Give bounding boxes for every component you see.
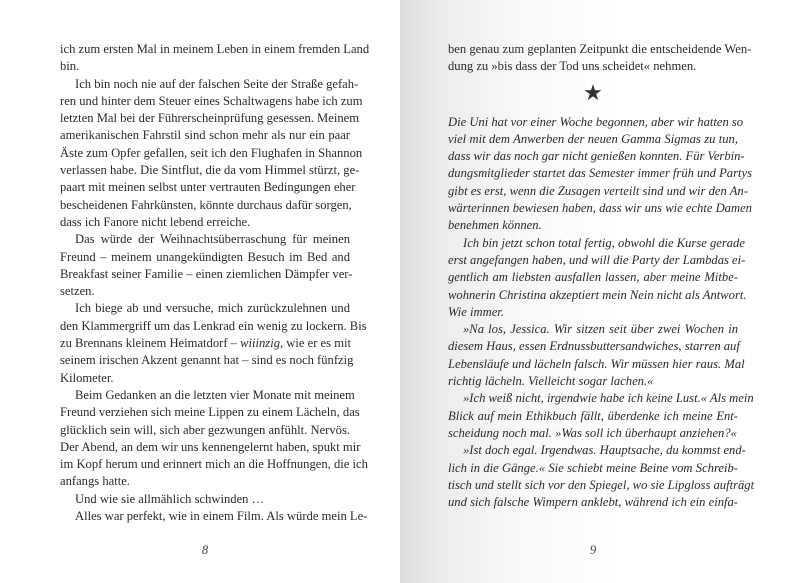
text-line: Blick auf mein Ethikbuch fällt, überdenke ich meine Ent- (448, 408, 738, 423)
text-line: Lebensläufe und lächeln falsch. Wir müssen hier raus. Mal (448, 356, 745, 371)
text-line: Breakfast seiner Familie – einen ziemlichen Dämpfer ver- (60, 266, 353, 281)
text-line: richtig lächeln. Vielleicht sogar lachen.« (448, 374, 654, 389)
text-line: dungsmitglieder startet das Semester immer früh und Partys (448, 166, 752, 181)
text-line: setzen. (60, 284, 95, 299)
text-line: Ich bin noch nie auf der falschen Seite der Straße gefah- (75, 76, 359, 91)
text-line: Die Uni hat vor einer Woche begonnen, aber wir hatten so (448, 114, 744, 129)
text-line: Kilometer. (60, 370, 114, 385)
text-line: Äste zum Opfer gefallen, seit ich den Flughafen in Shannon (60, 145, 363, 160)
text-line: lich in die Gänge.« Sie schiebt meine Beine vom Schreib- (448, 460, 738, 475)
text-line: ren und hinter dem Steuer eines Schaltwagens habe ich zum (60, 93, 363, 108)
text-line: ich zum ersten Mal in meinem Leben in einem fremden Land (60, 42, 370, 56)
left-page-text (60, 41, 370, 525)
text-line: »Ich weiß nicht, irgendwie habe ich keine Lust.« Als mein (463, 391, 754, 406)
text-line: viel mit dem Anwerben der neuen Gamma Sigmas zu tun, (448, 131, 738, 146)
text-line: den Klammergriff um das Lenkrad ein wenig zu lockern. Bis (60, 318, 367, 333)
text-line: bin. (60, 59, 80, 74)
text-line: diesem Haus, essen Erdnussbuttersandwiches, starren auf (448, 339, 740, 354)
text-segment: zu Brennans kleinem Heimatdorf – (60, 336, 241, 351)
text-line: und sich falsche Wimpern anklebt, während ich ein einfa- (448, 495, 738, 510)
italic-section-text (448, 114, 755, 512)
text-line: bescheidenen Fahrkünsten, könnte durchaus dafür sorgen, (60, 197, 352, 212)
text-line (60, 335, 350, 352)
text-line: Ich biege ab und versuche, mich zurückzulehnen und (75, 301, 350, 316)
page-number: 8 (201, 543, 209, 557)
chapter-end-text (448, 41, 752, 76)
text-line: Ich bin jetzt schon total fertig, obwohl die Kurse gerade (463, 235, 745, 250)
text-line: »Na los, Jessica. Wir sitzen seit über zwei Wochen in (463, 322, 738, 337)
text-line: benehmen können. (448, 218, 542, 233)
star-icon: ★ (583, 80, 603, 106)
text-line: wärterinnen bewiesen haben, dass wir uns wie echte Damen (448, 201, 752, 216)
text-line: gentlich am liebsten ausfallen lassen, aber meine Mitbe- (448, 270, 738, 285)
text-line: Wie immer. (448, 304, 504, 319)
text-line: dass wir das noch gar nicht genießen konnten. Für Verbin- (448, 149, 745, 164)
right-page-text (448, 41, 755, 511)
text-line: scheidung noch mal. »Was soll ich überhaupt anziehen?« (448, 425, 737, 440)
text-line: Und wie sie allmählich schwinden … (75, 491, 265, 506)
text-line: glücklich sein will, sich aber gezwungen anfühlt. Nervös. (60, 422, 350, 437)
right-page (400, 0, 800, 583)
text-line: letzten Mal bei der Führerscheinprüfung gesessen. Meinem (60, 111, 360, 126)
text-line: anfangs hatte. (60, 474, 130, 489)
text-line: Alles war perfekt, wie in einem Film. Als würde mein Le- (75, 509, 368, 524)
text-line: Das würde der Weihnachtsüberraschung für meinen (75, 232, 350, 247)
text-segment: , wie er es mit (280, 336, 351, 351)
text-line: erst angefangen haben, und will die Party der Lambdas ei- (448, 252, 746, 267)
text-line: Beim Gedanken an die letzten vier Monate mit meinem (75, 387, 355, 402)
text-line: im Kopf herum und erinnert mich an die Hoffnungen, die ich (60, 457, 368, 472)
text-line: Freund verziehen sich meine Lippen zu einem Lächeln, das (60, 405, 360, 420)
text-line: dass ich Fanore nicht lebend erreiche. (60, 214, 251, 229)
text-line: amerikanischen Fahrstil sind schon mehr als nur ein paar (60, 128, 350, 143)
text-line: Freund – meinem unangekündigten Besuch im Bed and (60, 249, 350, 264)
text-line: wohnerin Christina akzeptiert mein Nein nicht als Antwort. (448, 287, 747, 302)
text-line: paart mit meinen selbst unter vertrauten Bedingungen eher (60, 180, 356, 195)
text-line: dung zu »bis dass der Tod uns scheidet« nehmen. (448, 59, 697, 74)
text-line: ben genau zum geplanten Zeitpunkt die entscheidende Wen- (448, 42, 752, 56)
text-line: »Ist doch egal. Irgendwas. Hauptsache, du kommst end- (463, 443, 746, 458)
italic-word: wiiinzig (240, 336, 280, 351)
text-line: seinem irischen Akzent genannt hat – sind es noch fünfzig (60, 353, 354, 368)
text-line: tisch und stellt sich vor den Spiegel, wo sie Lipgloss aufträgt (448, 477, 755, 492)
text-line: Der Abend, an dem wir uns kennengelernt haben, spukt mir (60, 439, 361, 454)
page-number: 9 (589, 543, 597, 557)
text-line: verlassen habe. Die Sintflut, die da vom Himmel stürzt, ge- (60, 163, 360, 178)
text-line: gibt es erst, wenn die Zusagen verteilt sind und wir den An- (448, 183, 748, 198)
